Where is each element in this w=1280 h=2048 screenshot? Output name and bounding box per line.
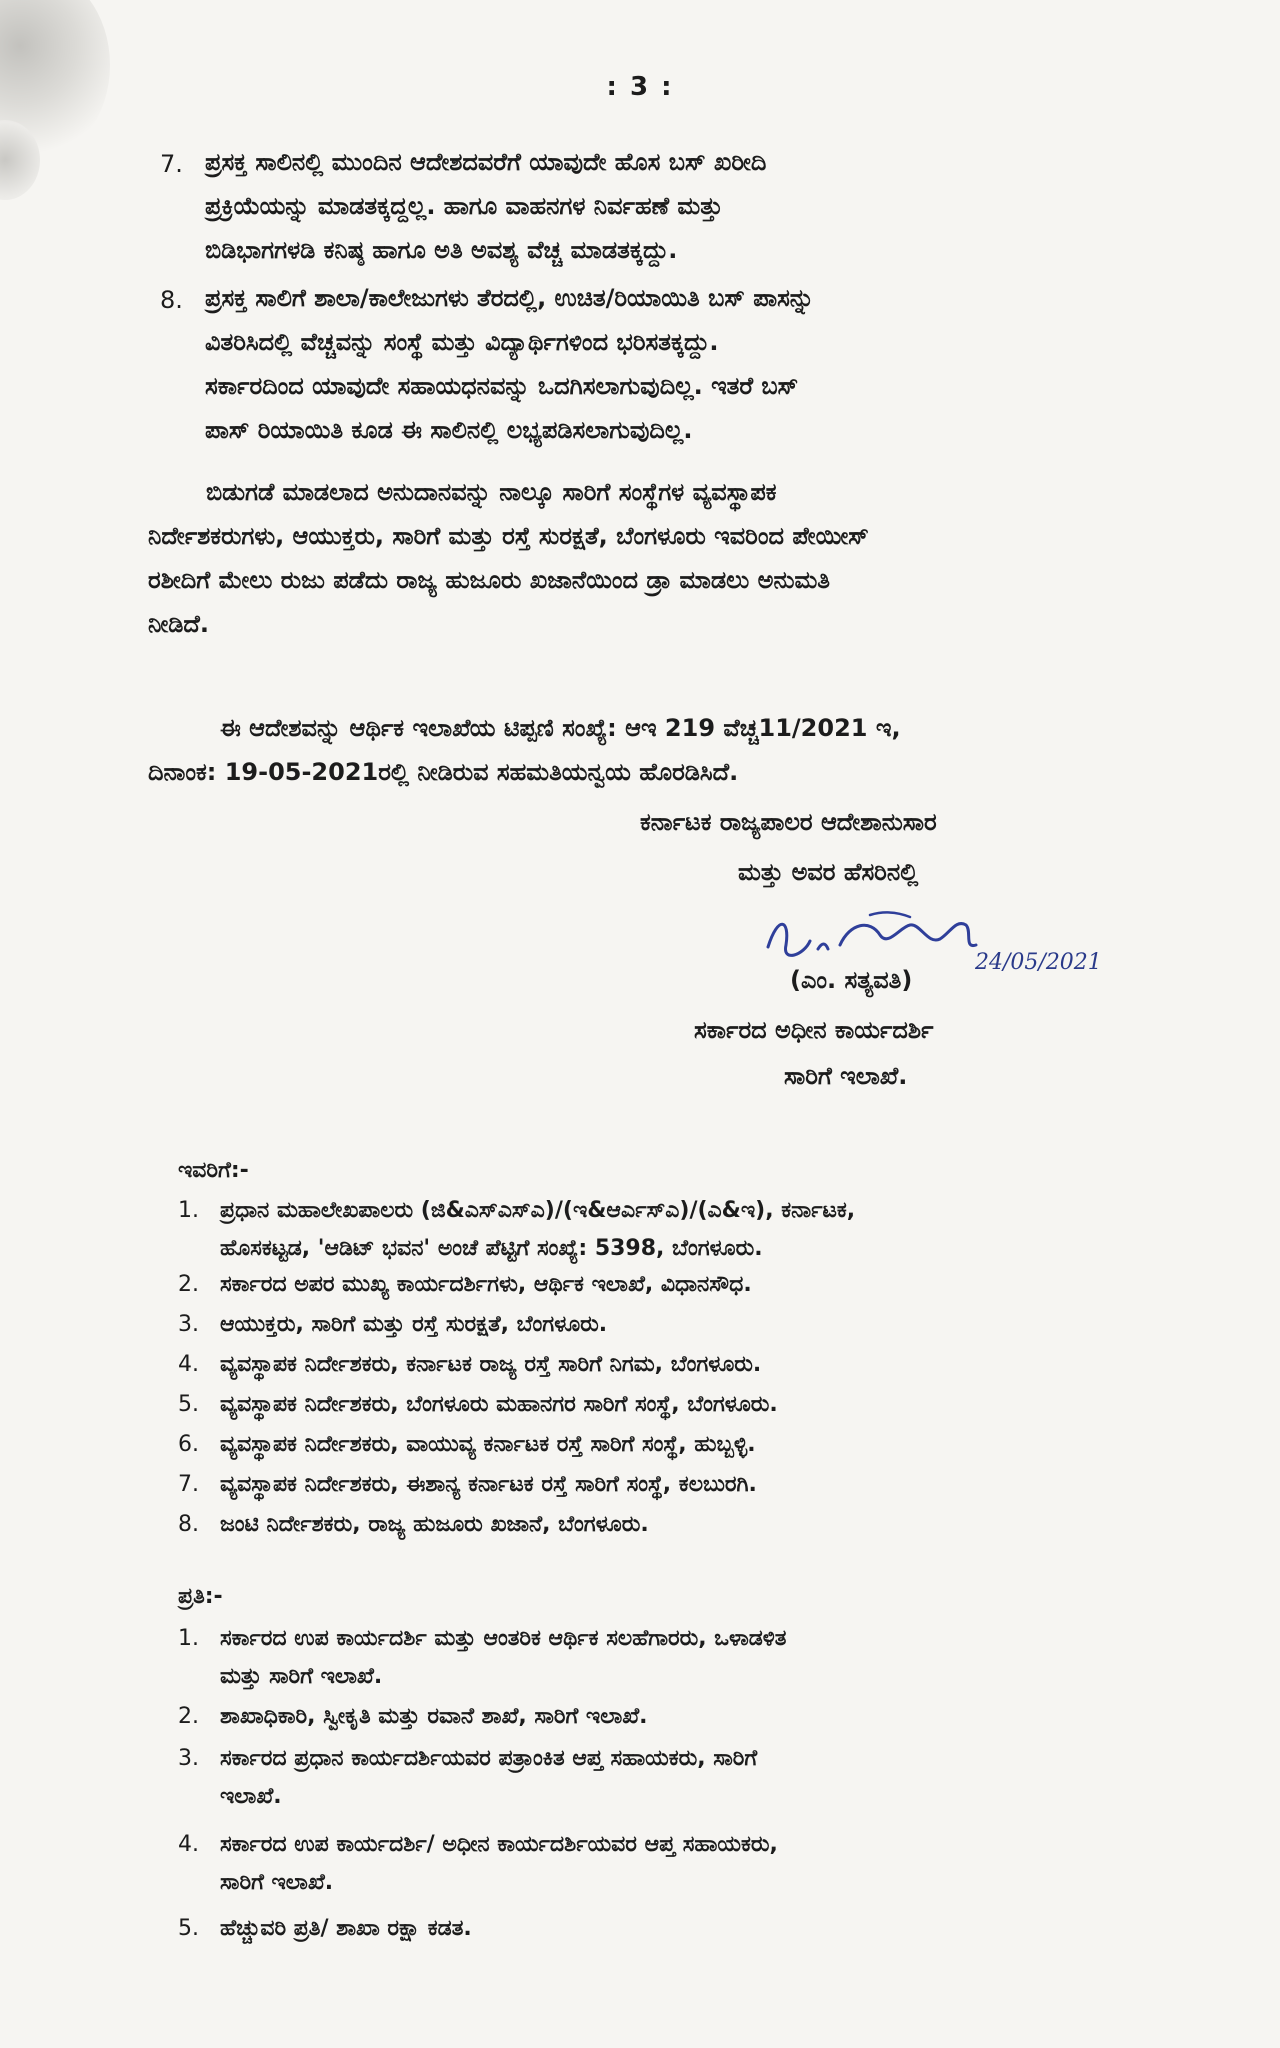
text-line: ಸರ್ಕಾರದ ಉಪ ಕಾರ್ಯದರ್ಶಿ/ ಅಧೀನ ಕಾರ್ಯದರ್ಶಿಯವರ ಆಪ್ತ ಸಹಾಯಕರು, xyxy=(220,1832,778,1857)
text-line: ರಶೀದಿಗೆ ಮೇಲು ರುಜು ಪಡೆದು ರಾಜ್ಯ ಹುಜೂರು ಖಜಾನೆಯಿಂದ ಡ್ರಾ ಮಾಡಲು ಅನುಮತಿ xyxy=(148,566,830,594)
text-line: ಪ್ರಕ್ರಿಯೆಯನ್ನು ಮಾಡತಕ್ಕದ್ದಲ್ಲ. ಹಾಗೂ ವಾಹನಗಳ ನಿರ್ವಹಣೆ ಮತ್ತು xyxy=(205,192,723,220)
list-text: ವ್ಯವಸ್ಥಾಪಕ ನಿರ್ದೇಶಕರು, ಕರ್ನಾಟಕ ರಾಜ್ಯ ರಸ್ತೆ ಸಾರಿಗೆ ನಿಗಮ, ಬೆಂಗಳೂರು. xyxy=(220,1352,762,1377)
page-number: : 3 : xyxy=(606,72,674,102)
text-line: ಬಿಡಿಭಾಗಗಳಡಿ ಕನಿಷ್ಠ ಹಾಗೂ ಅತಿ ಅವಶ್ಯ ವೆಚ್ಚ ಮಾಡತಕ್ಕದ್ದು. xyxy=(205,236,678,264)
list-text xyxy=(220,1620,1160,1696)
list-text xyxy=(220,1740,1160,1816)
list-text: ವ್ಯವಸ್ಥಾಪಕ ನಿರ್ದೇಶಕರು, ವಾಯುವ್ಯ ಕರ್ನಾಟಕ ರಸ್ತೆ ಸಾರಿಗೆ ಸಂಸ್ಥೆ, ಹುಬ್ಬಳ್ಳಿ. xyxy=(220,1432,756,1457)
list-text xyxy=(220,1826,1160,1902)
list-number: 2. xyxy=(178,1272,199,1297)
release-paragraph xyxy=(148,470,1188,646)
department: ಸಾರಿಗೆ ಇಲಾಖೆ. xyxy=(784,1062,908,1090)
list-number: 3. xyxy=(178,1312,199,1337)
text-line: ಸರ್ಕಾರದ ಉಪ ಕಾರ್ಯದರ್ಶಿ ಮತ್ತು ಆಂತರಿಕ ಆರ್ಥಿಕ ಸಲಹೆಗಾರರು, ಒಳಾಡಳಿತ xyxy=(220,1626,787,1651)
text-line: ಸರ್ಕಾರದ ಪ್ರಧಾನ ಕಾರ್ಯದರ್ಶಿಯವರ ಪತ್ರಾಂಕಿತ ಆಪ್ತ ಸಹಾಯಕರು, ಸಾರಿಗೆ xyxy=(220,1746,758,1771)
list-text: ಸರ್ಕಾರದ ಅಪರ ಮುಖ್ಯ ಕಾರ್ಯದರ್ಶಿಗಳು, ಆರ್ಥಿಕ ಇಲಾಖೆ, ವಿಧಾನಸೌಧ. xyxy=(220,1272,752,1297)
signer-name: (ಎಂ. ಸತ್ಯವತಿ) xyxy=(790,966,913,994)
text-line: ಹೊಸಕಟ್ಟಡ, 'ಆಡಿಟ್ ಭವನ' ಅಂಚೆ ಪೆಟ್ಟಿಗೆ ಸಂಖ್ಯೆ: 5398, ಬೆಂಗಳೂರು. xyxy=(220,1236,763,1261)
list-text: ವ್ಯವಸ್ಥಾಪಕ ನಿರ್ದೇಶಕರು, ಈಶಾನ್ಯ ಕರ್ನಾಟಕ ರಸ್ತೆ ಸಾರಿಗೆ ಸಂಸ್ಥೆ, ಕಲಬುರಗಿ. xyxy=(220,1472,757,1497)
list-number: 4. xyxy=(178,1352,199,1377)
list-number: 3. xyxy=(178,1746,199,1771)
item-8-text xyxy=(205,276,1185,452)
item-number: 7. xyxy=(160,150,183,178)
on-behalf-line: ಮತ್ತು ಅವರ ಹೆಸರಿನಲ್ಲಿ xyxy=(738,858,919,886)
text-line: ಈ ಆದೇಶವನ್ನು ಆರ್ಥಿಕ ಇಲಾಖೆಯ ಟಿಪ್ಪಣಿ ಸಂಖ್ಯೆ: ಆಇ 219 ವೆಚ್ಚ11/2021 ಇ, xyxy=(220,714,901,742)
list-number: 7. xyxy=(178,1472,199,1497)
list-text: ಶಾಖಾಧಿಕಾರಿ, ಸ್ವೀಕೃತಿ ಮತ್ತು ರವಾನೆ ಶಾಖೆ, ಸಾರಿಗೆ ಇಲಾಖೆ. xyxy=(220,1704,648,1729)
list-number: 6. xyxy=(178,1432,199,1457)
list-text: ಆಯುಕ್ತರು, ಸಾರಿಗೆ ಮತ್ತು ರಸ್ತೆ ಸುರಕ್ಷತೆ, ಬೆಂಗಳೂರು. xyxy=(220,1312,608,1337)
text-line: ನಿರ್ದೇಶಕರುಗಳು, ಆಯುಕ್ತರು, ಸಾರಿಗೆ ಮತ್ತು ರಸ್ತೆ ಸುರಕ್ಷತೆ, ಬೆಂಗಳೂರು ಇವರಿಂದ ಪೇಯೀಸ್ xyxy=(148,522,869,550)
text-line: ಮತ್ತು ಸಾರಿಗೆ ಇಲಾಖೆ. xyxy=(220,1664,383,1689)
item-number: 8. xyxy=(160,286,183,314)
text-line: ಸಾರಿಗೆ ಇಲಾಖೆ. xyxy=(220,1870,334,1895)
text-line: ನೀಡಿದೆ. xyxy=(148,610,209,638)
signature-date: 24/05/2021 xyxy=(975,950,1102,975)
text-line: ಇಲಾಖೆ. xyxy=(220,1784,282,1809)
text-line: ಸರ್ಕಾರದಿಂದ ಯಾವುದೇ ಸಹಾಯಧನವನ್ನು ಒದಗಿಸಲಾಗುವುದಿಲ್ಲ. ಇತರೆ ಬಸ್ xyxy=(205,372,799,400)
list-text: ಹೆಚ್ಚುವರಿ ಪ್ರತಿ/ ಶಾಖಾ ರಕ್ಷಾ ಕಡತ. xyxy=(220,1916,472,1941)
finance-paragraph xyxy=(148,706,1188,794)
text-line: ಪ್ರಸಕ್ತ ಸಾಲಿನಲ್ಲಿ ಮುಂದಿನ ಆದೇಶದವರೆಗೆ ಯಾವುದೇ ಹೊಸ ಬಸ್ ಖರೀದಿ xyxy=(205,148,767,176)
copy-heading: ಪ್ರತಿ:- xyxy=(178,1584,223,1609)
text-line: ಪ್ರಸಕ್ತ ಸಾಲಿಗೆ ಶಾಲಾ/ಕಾಲೇಜುಗಳು ತೆರದಲ್ಲಿ, ಉಚಿತ/ರಿಯಾಯಿತಿ ಬಸ್ ಪಾಸನ್ನು xyxy=(205,284,815,312)
list-number: 4. xyxy=(178,1832,199,1857)
text-line: ಪಾಸ್ ರಿಯಾಯಿತಿ ಕೂಡ ಈ ಸಾಲಿನಲ್ಲಿ ಲಭ್ಯಪಡಿಸಲಾಗುವುದಿಲ್ಲ. xyxy=(205,416,693,444)
text-line: ಪ್ರಧಾನ ಮಹಾಲೇಖಪಾಲರು (ಜಿ&ಎಸ್ಎಸ್ಎ)/(ಇ&ಆರ್ಎಸ್ಎ)/(ಎ&ಇ), ಕರ್ನಾಟಕ, xyxy=(220,1198,856,1223)
governor-order-line: ಕರ್ನಾಟಕ ರಾಜ್ಯಪಾಲರ ಆದೇಶಾನುಸಾರ xyxy=(640,808,937,836)
text-line: ಬಿಡುಗಡೆ ಮಾಡಲಾದ ಅನುದಾನವನ್ನು ನಾಲ್ಕೂ ಸಾರಿಗೆ ಸಂಸ್ಥೆಗಳ ವ್ಯವಸ್ಥಾಪಕ xyxy=(206,478,777,506)
text-line: ದಿನಾಂಕ: 19-05-2021ರಲ್ಲಿ ನೀಡಿರುವ ಸಹಮತಿಯನ್ವಯ ಹೊರಡಿಸಿದೆ. xyxy=(148,758,739,786)
text-line: ವಿತರಿಸಿದಲ್ಲಿ ವೆಚ್ಚವನ್ನು ಸಂಸ್ಥೆ ಮತ್ತು ವಿದ್ಯಾರ್ಥಿಗಳಿಂದ ಭರಿಸತಕ್ಕದ್ದು. xyxy=(205,328,719,356)
list-text xyxy=(220,1192,1160,1268)
list-number: 8. xyxy=(178,1512,199,1537)
list-number: 1. xyxy=(178,1198,199,1223)
designation: ಸರ್ಕಾರದ ಅಧೀನ ಕಾರ್ಯದರ್ಶಿ xyxy=(694,1016,934,1044)
to-heading: ಇವರಿಗೆ:- xyxy=(178,1158,249,1183)
list-number: 2. xyxy=(178,1704,199,1729)
list-number: 5. xyxy=(178,1392,199,1417)
list-text: ಜಂಟಿ ನಿರ್ದೇಶಕರು, ರಾಜ್ಯ ಹುಜೂರು ಖಜಾನೆ, ಬೆಂಗಳೂರು. xyxy=(220,1512,649,1537)
list-text: ವ್ಯವಸ್ಥಾಪಕ ನಿರ್ದೇಶಕರು, ಬೆಂಗಳೂರು ಮಹಾನಗರ ಸಾರಿಗೆ ಸಂಸ್ಥೆ, ಬೆಂಗಳೂರು. xyxy=(220,1392,778,1417)
list-number: 5. xyxy=(178,1916,199,1941)
item-7-text xyxy=(205,140,1185,272)
list-number: 1. xyxy=(178,1626,199,1651)
